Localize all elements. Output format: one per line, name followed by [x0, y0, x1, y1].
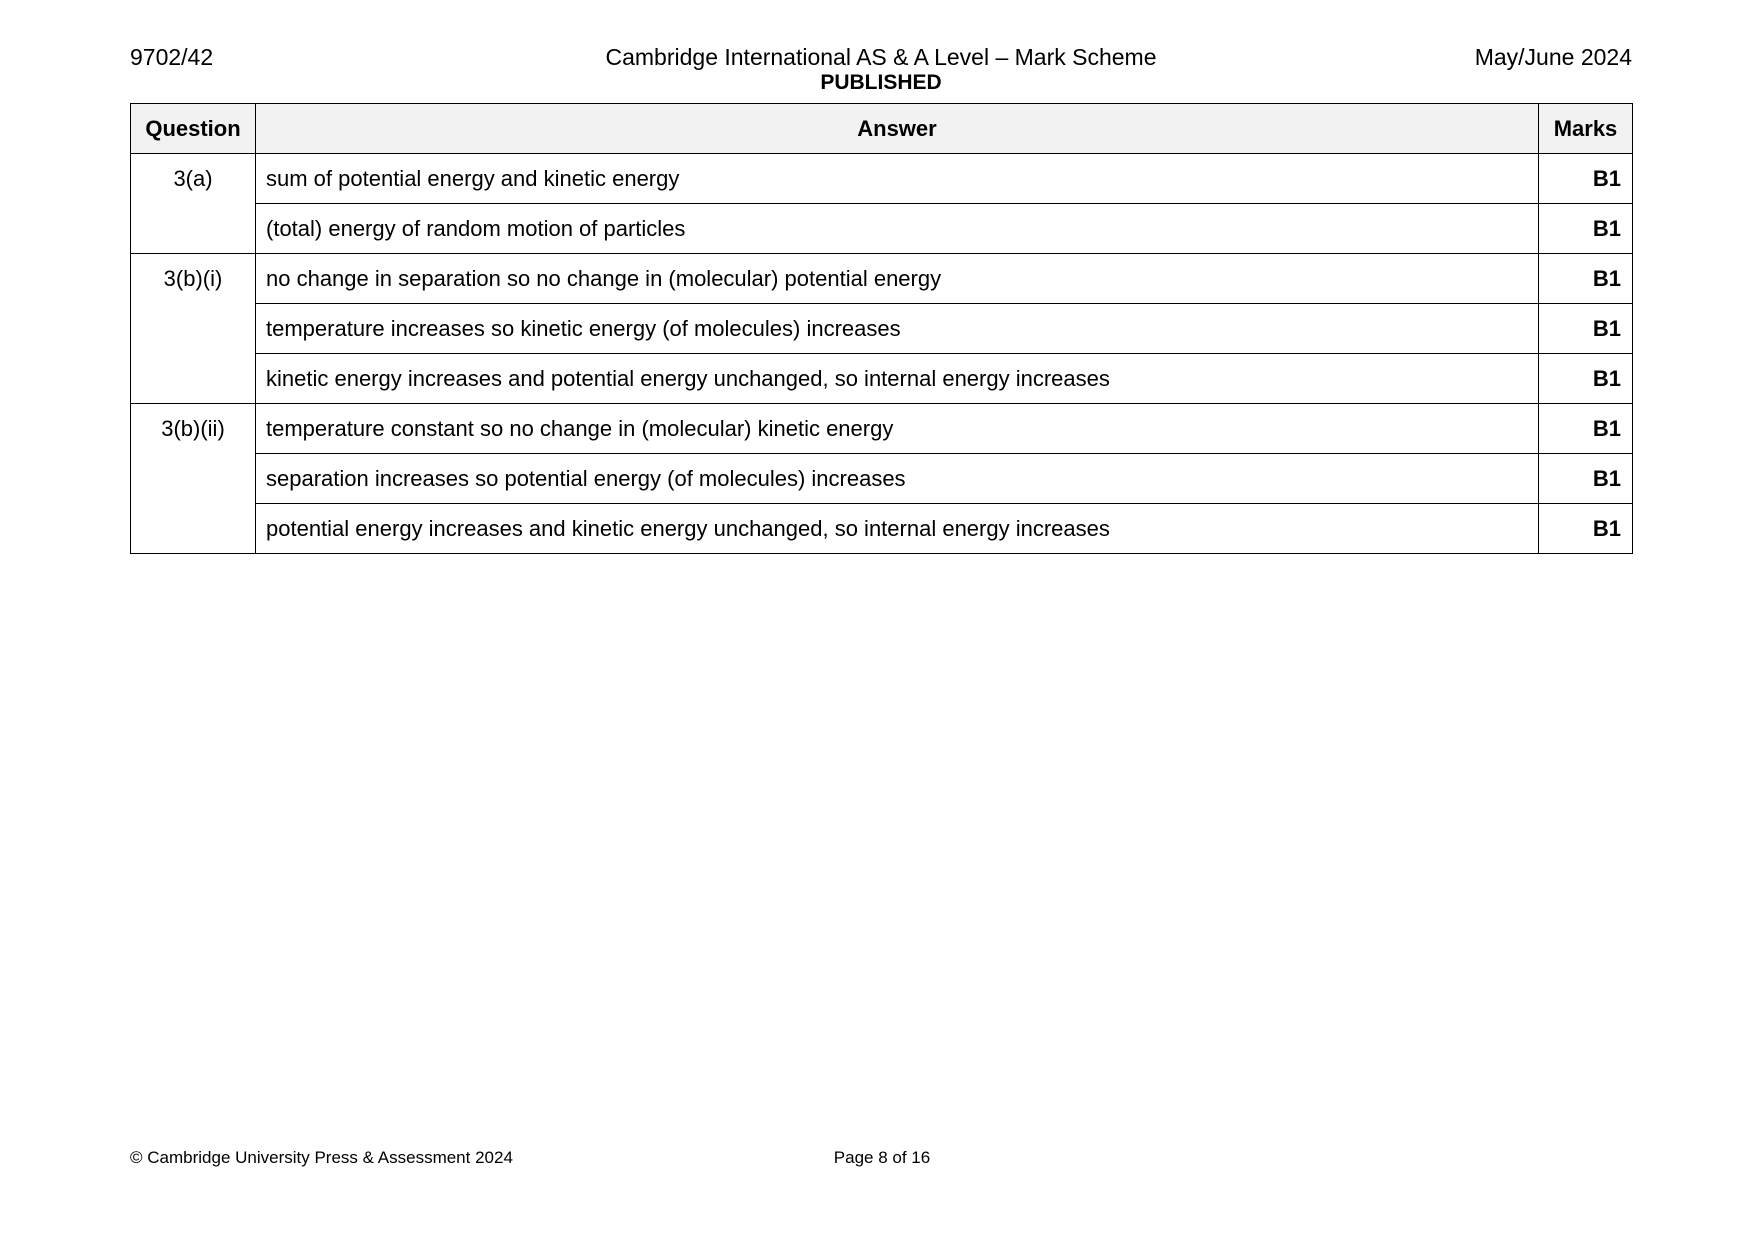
answer-cell: separation increases so potential energy (of molecules) increases — [256, 454, 1539, 504]
copyright-notice: © Cambridge University Press & Assessment 2024 — [130, 1148, 513, 1167]
table-row — [131, 154, 1633, 204]
paper-code: 9702/42 — [130, 44, 214, 70]
page-number: Page 8 of 16 — [833, 1148, 931, 1167]
mark-cell: B1 — [1539, 354, 1633, 404]
table-row — [131, 204, 1633, 254]
document-title: Cambridge International AS & A Level – Mark Scheme — [605, 44, 1157, 70]
table-row — [131, 304, 1633, 354]
published-label: PUBLISHED — [820, 71, 942, 94]
exam-session: May/June 2024 — [1474, 44, 1632, 70]
table-row — [131, 454, 1633, 504]
mark-cell: B1 — [1539, 154, 1633, 204]
column-header-answer: Answer — [256, 104, 1539, 154]
table-header-row — [131, 104, 1633, 154]
table-row — [131, 354, 1633, 404]
answer-cell: potential energy increases and kinetic energy unchanged, so internal energy increases — [256, 504, 1539, 554]
answer-cell: sum of potential energy and kinetic energy — [256, 154, 1539, 204]
mark-scheme-table — [130, 103, 1633, 554]
mark-cell: B1 — [1539, 204, 1633, 254]
question-number: 3(b)(ii) — [131, 404, 256, 554]
mark-cell: B1 — [1539, 404, 1633, 454]
header-center — [130, 44, 1632, 96]
table-row — [131, 254, 1633, 304]
table-row — [131, 404, 1633, 454]
mark-cell: B1 — [1539, 504, 1633, 554]
answer-cell: kinetic energy increases and potential energy unchanged, so internal energy increases — [256, 354, 1539, 404]
answer-cell: temperature constant so no change in (molecular) kinetic energy — [256, 404, 1539, 454]
answer-cell: temperature increases so kinetic energy (of molecules) increases — [256, 304, 1539, 354]
mark-cell: B1 — [1539, 304, 1633, 354]
column-header-marks: Marks — [1539, 104, 1633, 154]
question-number: 3(b)(i) — [131, 254, 256, 404]
mark-cell: B1 — [1539, 254, 1633, 304]
column-header-question: Question — [131, 104, 256, 154]
answer-cell: no change in separation so no change in (molecular) potential energy — [256, 254, 1539, 304]
question-number: 3(a) — [131, 154, 256, 254]
mark-cell: B1 — [1539, 454, 1633, 504]
answer-cell: (total) energy of random motion of particles — [256, 204, 1539, 254]
table-row — [131, 504, 1633, 554]
